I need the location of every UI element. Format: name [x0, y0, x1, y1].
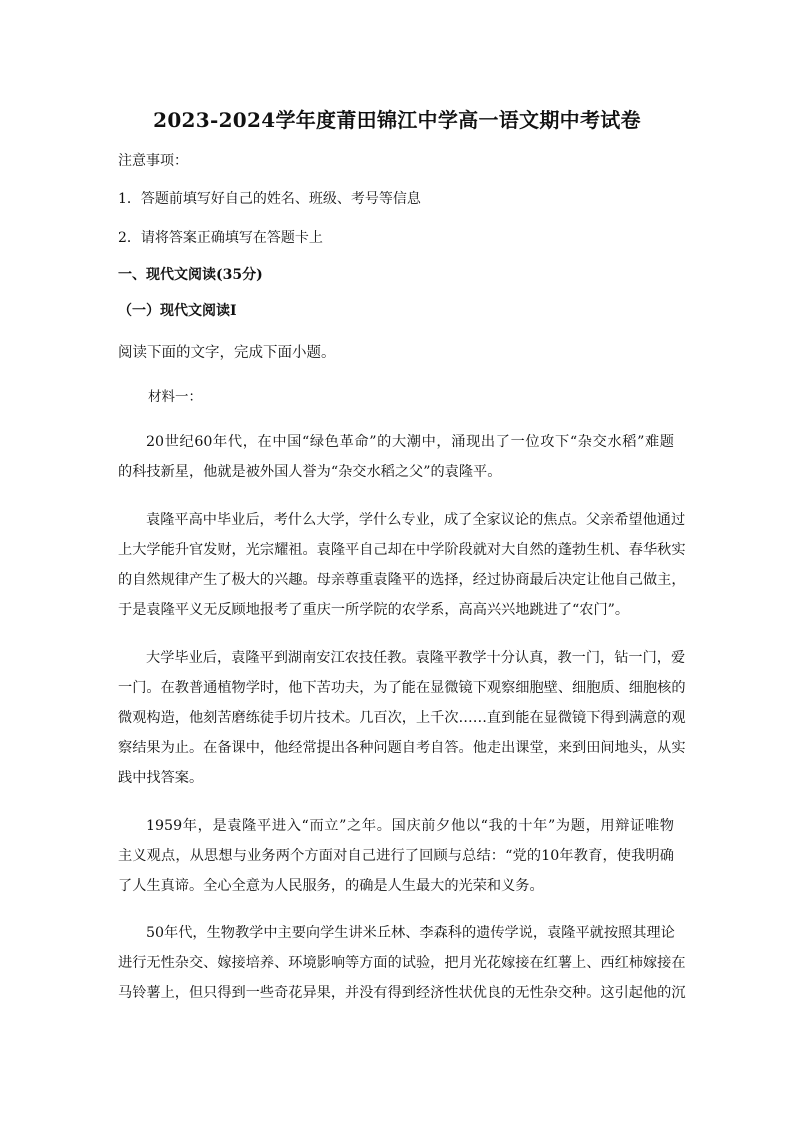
paragraph-line: 了人生真谛。全心全意为人民服务，的确是人生最大的光荣和义务。	[118, 878, 544, 894]
paragraph-line: 大学毕业后，袁隆平到湖南安江农技任教。袁隆平教学十分认真，教一门，钻一门，爱	[146, 650, 686, 666]
notice-item-1: 1．答题前填写好自己的姓名、班级、考号等信息	[118, 191, 421, 207]
paragraph-line: 1959年，是袁隆平进入“而立”之年。国庆前夕他以“我的十年”为题，用辩证唯物	[146, 818, 674, 834]
paragraph-line: 袁隆平高中毕业后，考什么大学，学什么专业，成了全家议论的焦点。父亲希望他通过	[146, 512, 686, 528]
paragraph-4	[118, 811, 674, 901]
notice-item-2: 2．请将答案正确填写在答题卡上	[118, 230, 323, 246]
material-label: 材料一：	[148, 389, 202, 405]
paragraph-3	[118, 643, 686, 793]
paragraph-line: 微观构造，他刻苦磨练徒手切片技术。几百次，上千次……直到能在显微镜下得到满意的观	[118, 710, 686, 726]
paragraph-line: 上大学能升官发财，光宗耀祖。袁隆平自己却在中学阶段就对大自然的蓬勃生机、春华秋实	[118, 542, 686, 558]
paragraph-line: 察结果为止。在备课中，他经常提出各种问题自考自答。他走出课堂，来到田间地头，从实	[118, 740, 686, 756]
paragraph-line: 于是袁隆平义无反顾地报考了重庆一所学院的农学系，高高兴兴地跳进了“农门”。	[118, 602, 630, 618]
section-subheading: （一）现代文阅读Ⅰ	[118, 303, 237, 319]
paragraph-2	[118, 505, 686, 625]
paragraph-1	[118, 427, 674, 487]
paragraph-line: 的自然规律产生了极大的兴趣。母亲尊重袁隆平的选择，经过协商最后决定让他自己做主，	[118, 572, 686, 588]
notice-heading: 注意事项：	[118, 153, 188, 169]
paragraph-line: 践中找答案。	[118, 770, 204, 786]
reading-instruction: 阅读下面的文字，完成下面小题。	[118, 345, 336, 361]
paragraph-line: 进行无性杂交、嫁接培养、环境影响等方面的试验，把月光花嫁接在红薯上、西红柿嫁接在	[118, 955, 686, 971]
paragraph-line: 20世纪60年代，在中国“绿色革命”的大潮中，涌现出了一位攻下“杂交水稻”难题	[146, 434, 674, 450]
paragraph-line: 的科技新星，他就是被外国人誉为“杂交水稻之父”的袁隆平。	[118, 464, 502, 480]
section-heading: 一、现代文阅读(35分)	[118, 267, 263, 283]
paragraph-line: 主义观点，从思想与业务两个方面对自己进行了回顾与总结：“党的10年教育，使我明确	[118, 848, 674, 864]
paragraph-5	[118, 918, 686, 1008]
exam-title: 2023-2024学年度莆田锦江中学高一语文期中考试卷	[153, 108, 641, 132]
paragraph-line: 一门。在教普通植物学时，他下苦功夫，为了能在显微镜下观察细胞壁、细胞质、细胞核的	[118, 680, 686, 696]
paragraph-line: 50年代，生物教学中主要向学生讲米丘林、李森科的遗传学说，袁隆平就按照其理论	[146, 925, 675, 941]
paragraph-line: 马铃薯上，但只得到一些奇花异果，并没有得到经济性状优良的无性杂交种。这引起他的沉	[118, 985, 686, 1001]
